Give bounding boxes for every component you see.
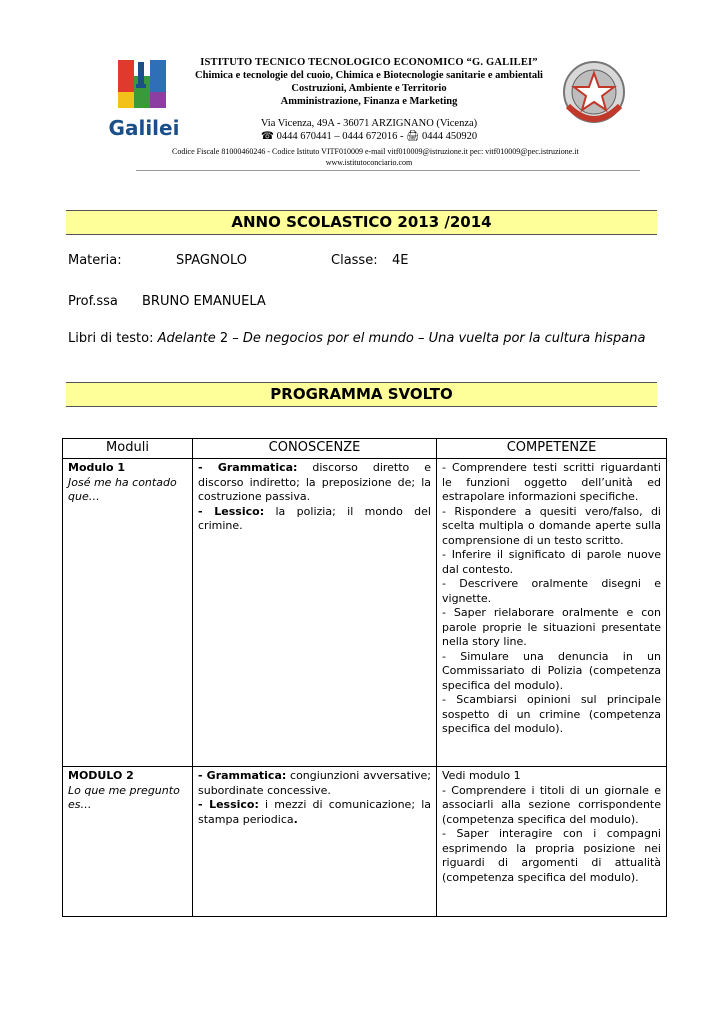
textbook-subtitles: De negocios por el mundo – Una vuelta por la cultura hispana <box>242 331 646 346</box>
textbooks-label: Libri di testo: <box>68 331 154 346</box>
competenza-item: - Rispondere a quesiti vero/falso, di scelta multipla o domande aperte sulla comprensione di un testo scritto. <box>442 504 661 547</box>
teacher-name: BRUNO EMANUELA <box>142 294 266 309</box>
materia-label: Materia: <box>68 253 122 268</box>
lexicon-entry <box>198 505 431 534</box>
col-header-competenze: COMPETENZE <box>437 439 667 459</box>
competenza-item: - Comprendere testi scritti riguardanti le funzioni oggetto dell’unità ed estrapolare informazioni specifiche. <box>442 461 661 503</box>
program-banner: PROGRAMMA SVOLTO <box>66 382 657 407</box>
school-header-text <box>172 56 579 168</box>
grammar-text: congiunzioni avversative; subordinate concessive. <box>198 769 431 797</box>
school-year-banner: ANNO SCOLASTICO 2013 /2014 <box>66 210 657 235</box>
competenza-item: - Inferire il significato di parole nuove dal contesto. <box>442 548 661 576</box>
competenza-item: - Simulare una denuncia in un Commissariato di Polizia (competenza specifica del modulo). <box>442 649 661 692</box>
grammar-text: discorso diretto e discorso indiretto; la preposizione de; la costruzione passiva. <box>198 461 431 503</box>
materia-value: SPAGNOLO <box>176 253 247 268</box>
course-line: Costruzioni, Ambiente e Territorio <box>291 83 447 94</box>
competenza-item: - Saper rielaborare oralmente e con parole proprie le situazioni presentate nella story line. <box>442 606 661 648</box>
school-codes: Codice Fiscale 81000460246 - Codice Istituto VITF010009 e-mail vitf010009@istruzione.it pec: vitf010009@pec.istruzione.it <box>172 147 579 156</box>
table-row <box>63 459 667 767</box>
competenza-item: - Saper interagire con i compagni esprimendo la propria posizione nei riguardi di argomenti di attualità (competenza specifica del modulo). <box>442 827 661 884</box>
course-line: Chimica e tecnologie del cuoio, Chimica e Biotecnologie sanitarie e ambientali <box>195 70 543 81</box>
lexicon-label: - Lessico: <box>198 798 259 811</box>
lexicon-label: - Lessico: <box>198 504 265 518</box>
letterhead <box>108 52 628 176</box>
conoscenze-cell <box>193 459 437 767</box>
header-divider <box>136 170 640 171</box>
module-subtitle: Lo que me pregunto es… <box>68 783 180 811</box>
module-cell <box>63 459 193 767</box>
school-phones: ☎ 0444 670441 – 0444 672016 - 🖨 0444 450920 <box>260 131 478 142</box>
col-header-moduli: Moduli <box>63 439 193 459</box>
module-subtitle: José me ha contado que… <box>68 475 177 503</box>
republic-emblem-icon <box>560 56 628 132</box>
textbooks-line <box>68 331 645 347</box>
classe-label: Classe: <box>331 253 378 268</box>
grammar-entry <box>198 461 431 505</box>
competenza-item: - Descrivere oralmente disegni e vignette. <box>442 577 661 605</box>
school-logo <box>108 58 178 148</box>
school-name: ISTITUTO TECNICO TECNOLOGICO ECONOMICO “G. GALILEI” <box>200 57 538 68</box>
lexicon-entry <box>198 798 431 827</box>
grammar-label: - Grammatica: <box>198 769 287 782</box>
competenza-item: Vedi modulo 1 <box>442 769 521 782</box>
competenza-item: - Comprendere i titoli di un giornale e associarli alla sezione corrispondente (competenza specifica del modulo). <box>442 783 661 826</box>
school-website: www.istitutoconciario.com <box>325 158 413 167</box>
grammar-entry <box>198 769 431 798</box>
program-table <box>62 438 667 917</box>
course-line: Amministrazione, Finanza e Marketing <box>280 96 458 107</box>
conoscenze-cell <box>193 767 437 917</box>
module-cell <box>63 767 193 917</box>
lexicon-text: la polizia; il mondo del crimine. <box>198 504 431 532</box>
table-row <box>63 767 667 917</box>
grammar-label: - Grammatica: <box>198 461 298 474</box>
competenze-cell <box>437 767 667 917</box>
classe-value: 4E <box>392 253 409 268</box>
teacher-label: Prof.ssa <box>68 294 118 309</box>
table-header-row <box>63 439 667 459</box>
textbook-title: Adelante <box>157 331 216 346</box>
galilei-logo-icon <box>116 58 168 110</box>
lexicon-text: i mezzi di comunicazione; la stampa periodica <box>198 798 431 826</box>
lexicon-end: . <box>293 812 298 826</box>
logo-wordmark: Galilei <box>108 116 180 140</box>
module-title: Modulo 1 <box>68 461 126 474</box>
school-address: Via Vicenza, 49A - 36071 ARZIGNANO (Vicenza) <box>260 118 478 129</box>
competenza-item: - Scambiarsi opinioni sul principale sospetto di un crimine (competenza specifica del modulo). <box>442 693 661 735</box>
textbook-number: 2 – <box>215 331 243 346</box>
module-title: MODULO 2 <box>68 769 134 782</box>
competenze-cell <box>437 459 667 767</box>
col-header-conoscenze: CONOSCENZE <box>193 439 437 459</box>
